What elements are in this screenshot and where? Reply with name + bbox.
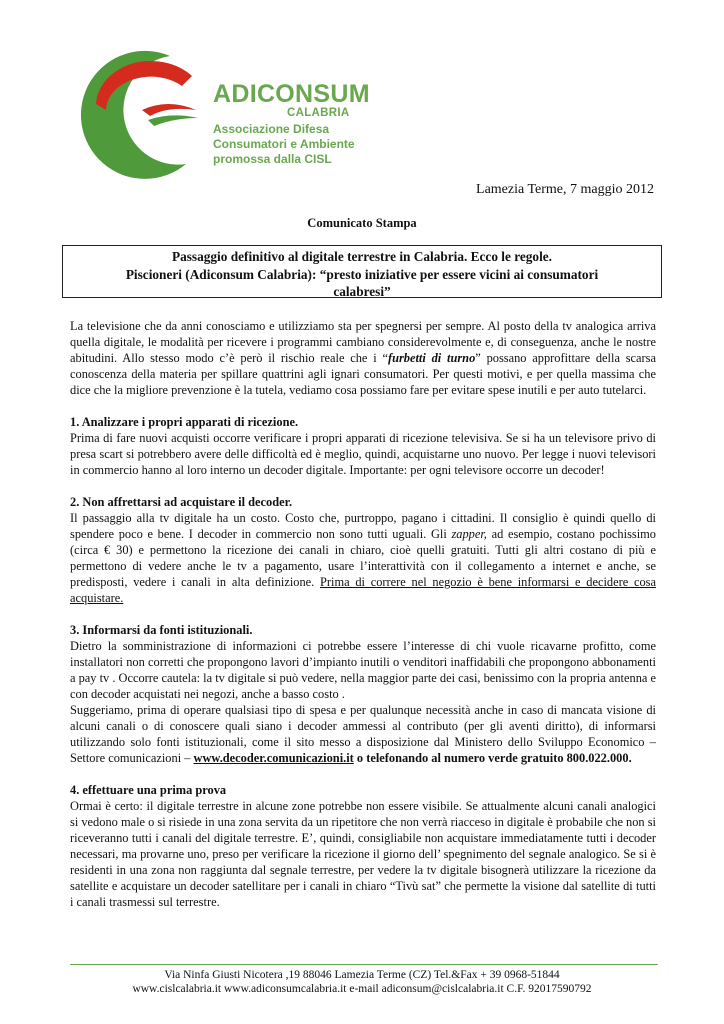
org-name: ADICONSUM (213, 80, 370, 108)
org-desc-line: Associazione Difesa (213, 122, 330, 136)
section-title: 4. effettuare una prima prova (70, 783, 227, 797)
article-body (70, 318, 656, 926)
section-1 (70, 414, 656, 478)
section-text: Il passaggio alla tv digitale ha un costo. Costo che, purtroppo, pagano i cittadini. Il consiglio è quindi quello di spendere poco e bene. I decoder in commercio non sono tutti uguali. Gli (70, 511, 656, 541)
section-body: Dietro la somministrazione di informazioni ci potrebbe essere l’interesse di chi vuole ricavarne profitto, come installatori non corretti che propongono lavori d’impianto inutili o venditori inaffidabili che propongono abbonamenti a pay tv . Occorre cautela: la tv digitale si può vedere, nella maggior parte dei casi, benissimo con la propria antenna e con decoder acquistati nei negozi, anche a basso costo . (70, 639, 656, 701)
dateline: Lamezia Terme, 7 maggio 2012 (476, 182, 654, 197)
intro-text: La televisione che da anni conosciamo e utilizziamo sta per spegnersi per sempre. Al posto della tv analogica arriva quella digitale, le modalità per ricevere i programmi cambiano considerevolmente e, di conseguenza, anche le nostre abitudini. Allo stesso modo c’è però il rischio reale che i “ (70, 319, 656, 365)
section-text: ad esempio, costano pochissimo (circa € 30) e permettono la ricezione dei canali in chiaro, cioè quelli gratuiti. Tutti gli altri costano di più e permettono di vedere anche le tv a pagamento, usare l’interattività con il collegamento a internet e anche, se predisposti, vedere i canali in alta definizione. (70, 527, 656, 589)
footer (0, 968, 724, 996)
headline-line: Piscioneri (Adiconsum Calabria): “presto iniziative per essere vicini ai consumatori (125, 266, 599, 282)
org-description (213, 122, 355, 167)
footer-address: Via Ninfa Giusti Nicotera ,19 88046 Lamezia Terme (CZ) Tel.&Fax + 39 0968-51844 (164, 969, 560, 981)
section-body: Ormai è certo: il digitale terrestre in alcune zone potrebbe non essere visibile. Se attualmente alcuni canali analogici si vedono male o si risiede in una zona servita da un ripetitore che non verrà riacceso in digitale è probabile che non si riceveranno tutti i canali del digitale terrestre. E’, quindi, consigliabile non acquistare immediatamente tutti i decoder necessari, ma provarne uno, preso per verificare la ricezione il giorno dell’ spegnimento del segnale analogico. Se si è residenti in una zona non raggiunta dal segnale terrestre, per vedere la tv digitale bisognerà utilizzare la ricezione da satellite e acquistare un decoder satellitare per i canali in chiaro “Tivù sat” che permette la visione dal satellite di tutti i canali trasmessi sul terrestre. (70, 799, 656, 909)
headline-line: calabresi” (333, 284, 391, 299)
org-region: CALABRIA (287, 107, 350, 119)
section-title: 3. Informarsi da fonti istituzionali. (70, 623, 253, 637)
footer-divider (70, 964, 658, 965)
section-body (70, 510, 656, 606)
section-emphasis: zapper, (451, 527, 487, 541)
logo-mark-icon (74, 46, 224, 186)
section-underlined: Prima di correre nel negozio è bene informarsi e decidere cosa acquistare. (70, 575, 656, 605)
footer-contacts: www.cislcalabria.it www.adiconsumcalabria.it e-mail adiconsum@cislcalabria.it C.F. 92017590792 (132, 983, 592, 995)
section-body (70, 702, 656, 766)
section-title: 1. Analizzare i propri apparati di ricezione. (70, 415, 299, 429)
section-4 (70, 782, 656, 910)
headline-box (62, 245, 662, 298)
section-title: 2. Non affrettarsi ad acquistare il decoder. (70, 495, 293, 509)
intro-emphasis: furbetti di turno (387, 351, 476, 365)
adiconsum-logo (74, 46, 384, 186)
section-body: Prima di fare nuovi acquisti occorre verificare i propri apparati di ricezione televisiva. Se si ha un televisore privo di presa scart si potrebbero avere delle difficoltà ed è meglio, quindi, acquistarne uno nuovo. Per legge i nuovi televisori in commercio hanno al loro interno un decoder digitale. Importante: per ogni televisore occorre un decoder! (70, 431, 656, 477)
section-2 (70, 494, 656, 606)
intro-text: ” possano approfittare della scarsa conoscenza della materia per spillare quattrini agli ignari consumatori. Per questi motivi, e per quella massima che dice che la migliore prevenzione è la tutela, vediamo cosa possiamo fare per evitare spese inutili e per auto tutelarci. (70, 351, 656, 397)
decoder-website-link[interactable]: www.decoder.comunicazioni.it (193, 751, 354, 765)
headline-line: Passaggio definitivo al digitale terrestre in Calabria. Ecco le regole. (171, 249, 552, 264)
document-kind: Comunicato Stampa (307, 216, 417, 230)
section-3 (70, 622, 656, 766)
section-text: o telefonando al numero verde gratuito 800.022.000. (353, 751, 632, 765)
org-desc-line: Consumatori e Ambiente (213, 137, 355, 151)
section-text: Suggeriamo, prima di operare qualsiasi tipo di spesa e per qualunque necessità anche in caso di mancata visione di alcuni canali o di conoscere quali siano i decoder ammessi al contributo (per gli aventi diritto), di informarsi utilizzando solo fonti istituzionali, come il sito messo a disposizione dal Ministero dello Sviluppo Economico – Settore comunicazioni – (70, 703, 656, 765)
org-desc-line: promossa dalla CISL (213, 152, 332, 166)
intro-paragraph (70, 318, 656, 398)
